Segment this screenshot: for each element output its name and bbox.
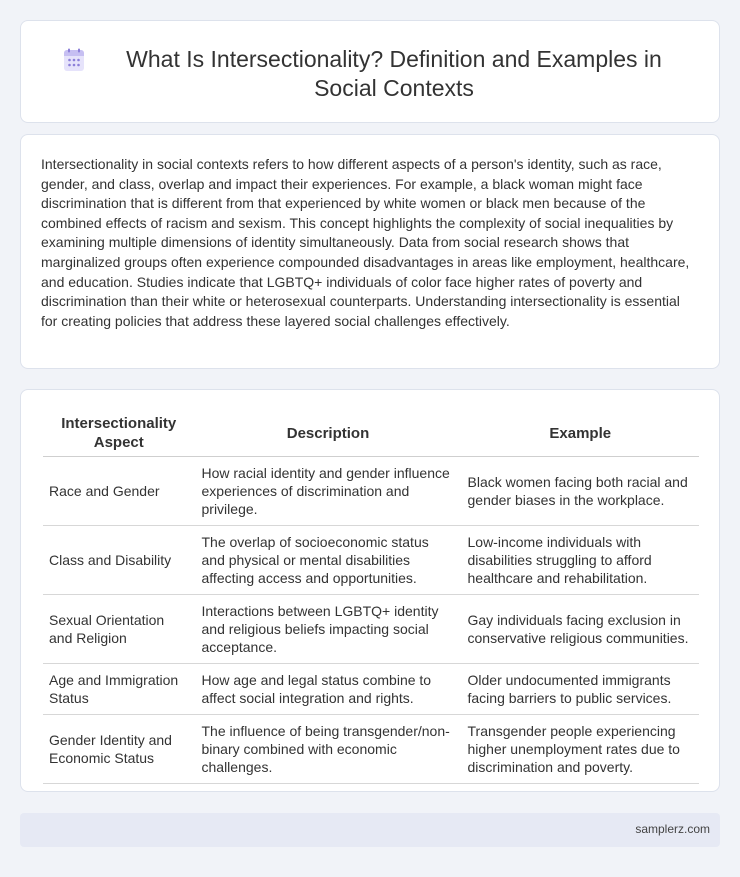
cell-description: The influence of being transgender/non-binary combined with economic challenges.	[195, 715, 461, 784]
header-card	[20, 20, 720, 123]
header-aspect: Intersectionality Aspect	[43, 410, 195, 457]
cell-aspect: Race and Gender	[43, 457, 195, 526]
table-row	[43, 664, 699, 715]
header-description: Description	[195, 410, 461, 457]
cell-description: The overlap of socioeconomic status and physical or mental disabilities affecting access and opportunities.	[195, 526, 461, 595]
footer-bar	[20, 813, 720, 847]
page-title: What Is Intersectionality? Definition and Examples in Social Contexts	[126, 46, 662, 101]
table-header-row	[43, 410, 699, 457]
table-row	[43, 595, 699, 664]
intro-card	[20, 134, 720, 369]
cell-example: Older undocumented immigrants facing barriers to public services.	[461, 664, 699, 715]
aspects-table	[43, 410, 699, 784]
source-link[interactable]: samplerz.com	[635, 822, 710, 836]
table-card	[20, 389, 720, 792]
header-example: Example	[461, 410, 699, 457]
cell-aspect: Sexual Orientation and Religion	[43, 595, 195, 664]
cell-example: Transgender people experiencing higher unemployment rates due to discrimination and poverty.	[461, 715, 699, 784]
table-row	[43, 526, 699, 595]
cell-example: Gay individuals facing exclusion in conservative religious communities.	[461, 595, 699, 664]
cell-description: How age and legal status combine to affect social integration and rights.	[195, 664, 461, 715]
cell-example: Low-income individuals with disabilities struggling to afford healthcare and rehabilitation.	[461, 526, 699, 595]
cell-aspect: Gender Identity and Economic Status	[43, 715, 195, 784]
cell-example: Black women facing both racial and gender biases in the workplace.	[461, 457, 699, 526]
cell-description: How racial identity and gender influence experiences of discrimination and privilege.	[195, 457, 461, 526]
intro-paragraph: Intersectionality in social contexts refers to how different aspects of a person's identity, such as race, gender, and class, overlap and impact their experiences. For example, a black woman might face discrimination that is different from that experienced by white women or black men because of the combined effects of racism and sexism. This concept highlights the complexity of social inequalities by examining multiple dimensions of identity simultaneously. Data from social research shows that marginalized groups often experience compounded disadvantages in areas like employment, healthcare, and education. Studies indicate that LGBTQ+ individuals of color face higher rates of poverty and discrimination than their white or heterosexual counterparts. Understanding intersectionality is essential for creating policies that address these layered social challenges effectively.	[41, 156, 690, 329]
table-row	[43, 457, 699, 526]
table-row	[43, 715, 699, 784]
cell-aspect: Class and Disability	[43, 526, 195, 595]
cell-description: Interactions between LGBTQ+ identity and religious beliefs impacting social acceptance.	[195, 595, 461, 664]
cell-aspect: Age and Immigration Status	[43, 664, 195, 715]
document-calendar-icon	[61, 47, 87, 73]
